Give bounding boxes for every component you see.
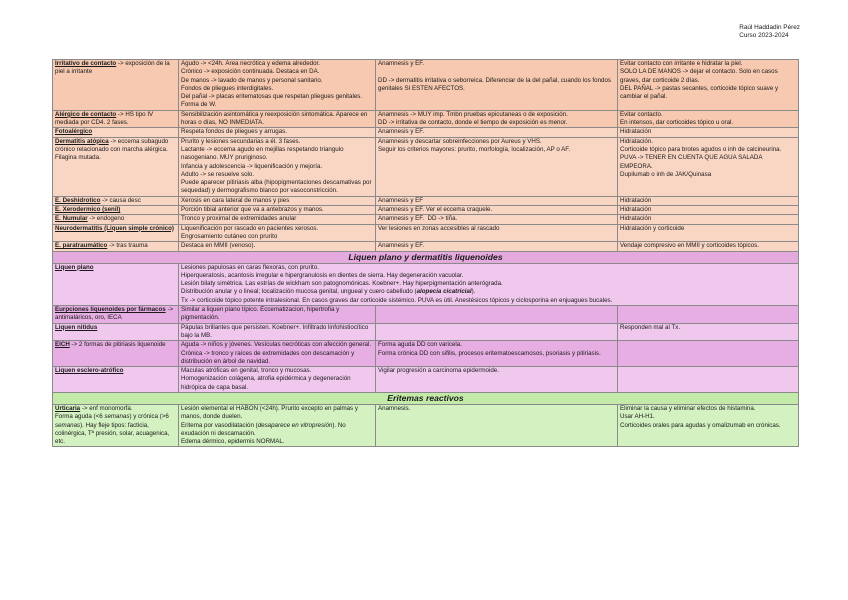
disease-name: E. Numular (55, 215, 88, 223)
disease-note: -> HS tipo IV mediada por CD4. 2 fases. (55, 110, 154, 127)
cell-line: Distribución anular y o lineal; localización mucosa genital, ungueal y cuero cabelludo (alopecia cicatricial). (181, 288, 476, 296)
cell-line: Lactante -> eccema agudo en mejillas respetando triangulo nasogeniano. MUY pruriginoso. (181, 145, 346, 162)
cell-line: Adulto -> se resuelve solo. (181, 170, 255, 178)
treatment-cell (618, 323, 799, 341)
cell-line: Hidratación (620, 128, 652, 136)
diagnosis-cell (376, 60, 618, 111)
treatment-cell (618, 196, 799, 205)
cell-line: Porción tibial anterior que va a antebrazos y manos. (181, 206, 324, 214)
diagnosis-cell (376, 215, 618, 224)
table-row (53, 341, 799, 367)
cell-line: Anamnesis y EF. (378, 242, 425, 250)
clinical-cell (179, 224, 376, 242)
course-label: Curso 2023-2024 (739, 32, 789, 40)
disease-name-cell (53, 206, 179, 215)
cell-line: Destaca en MMII (venoso). (181, 242, 256, 250)
cell-line: Hidratación y corticoide (620, 224, 685, 232)
cell-line: Vendaje compresivo en MMII y corticoides tópicos. (620, 242, 759, 250)
cell-line: Vigilar progresión a carcinoma epidermoide. (378, 367, 499, 375)
diagnosis-cell (376, 128, 618, 137)
disease-name-cell (53, 215, 179, 224)
cell-line: Anamnesis. (378, 404, 411, 412)
cell-line: Similar a liquen plano típico. Eccematizacion, hipertrofia y pigmentación. (181, 306, 341, 322)
disease-name: Liquen nitidus (55, 323, 98, 331)
cell-line: Tx -> corticoide tópico potente intralesional. En casos graves dar corticoide sistémico. PUVA es útil. Anestésicos tópicos y ciclosporina en enjuagues bucales. (181, 296, 613, 304)
cell-line: Evitar contacto con irritante e hidratar la piel. (620, 60, 743, 67)
table-row (53, 323, 799, 341)
cell-line: Aguda -> niños y jóvenes. Vesículas necróticas con afección general. (181, 341, 372, 349)
treatment-cell (618, 242, 799, 251)
clinical-cell (179, 306, 376, 324)
disease-note: -> endogeno (87, 215, 125, 223)
cell-line: Engrosamiento cutáneo con prurito (181, 232, 278, 240)
clinical-cell (179, 60, 376, 111)
treatment-cell (618, 404, 799, 446)
disease-name-cell (53, 196, 179, 205)
note-text: semanas (55, 421, 81, 429)
cell-line: Corticoide tópico para brotes agudos o inh de calcineurina. (620, 145, 782, 153)
cell-line: En intensos, dar corticoides tópico u oral. (620, 119, 734, 127)
disease-name-cell (53, 341, 179, 367)
table-row (53, 206, 799, 215)
clinical-cell (179, 128, 376, 137)
clinical-cell (179, 404, 376, 446)
cell-line (378, 68, 615, 76)
cell-line: Lesión bilaty simétrica. Las estrías de wickham son patognomónicas. Koebner+. Hay hiperpigmentación anterógrada. (181, 280, 503, 288)
cell-line: Tronco y proximal de extremidades anular (181, 215, 297, 223)
cell-line: De manos -> lavado de manos y personal sanitario. (181, 76, 323, 84)
cell-line: Fondos de pliegues interdigitales. (181, 84, 274, 92)
section-title: Eritemas reactivos (53, 392, 799, 404)
liquen-plano-description (179, 263, 799, 305)
cell-line: Pápulas brillantes que persisten. Koebner+. Infiltrado linfohistiocítico bajo la MB. (181, 323, 371, 339)
disease-name: E. Xerodermico (senil) (55, 206, 121, 214)
cell-line: DEL PAÑAL -> pastas secantes, corticoide tópico suave y cambiar el pañal. (620, 84, 780, 101)
cell-line: Evitar contacto. (620, 110, 663, 118)
diagnosis-cell (376, 196, 618, 205)
diagnosis-cell (376, 367, 618, 393)
clinical-cell (179, 206, 376, 215)
diagnosis-cell (376, 306, 618, 324)
note-text: Forma aguda (<6 (55, 413, 105, 421)
disease-name: Irritativo de contacto (55, 60, 117, 67)
clinical-cell (179, 323, 376, 341)
cell-line: PUVA -> TENER EN CUENTA QUE AGUA SALADA EMPEORA. (620, 154, 764, 170)
cell-line: Ver lesiones en zonas accesibles al rascado (378, 224, 500, 232)
cell-line: Prurito y lesiones secundarias a él. 3 fases. (181, 137, 301, 145)
table-row (53, 110, 799, 128)
cell-line: Anamnesis y EF. (378, 60, 425, 67)
cell-line: DD -> irritativa de contacto, donde el tiempo de exposición es menor. (378, 119, 568, 127)
clinical-cell (179, 367, 376, 393)
cell-line: Maculas atróficas en genital, tronco y mucosas. (181, 367, 312, 375)
clinical-cell (179, 242, 376, 251)
treatment-cell (618, 110, 799, 128)
table-row (53, 137, 799, 196)
diagnosis-cell (376, 224, 618, 242)
note-text: desaparece en vitropresión (257, 421, 333, 429)
cell-line: Liquenificación por rascado en pacientes xerosos. (181, 224, 319, 232)
disease-name: Urticaria (55, 404, 81, 412)
cell-line: Hidratación. (620, 137, 654, 145)
cell-line: Hidratación (620, 206, 652, 214)
cell-line: Del pañal -> placas eritematosas que respetan pliegues genitales. Forma de W. (181, 93, 364, 109)
cell-line: Eliminar la causa y eliminar efectos de histamina. (620, 404, 756, 412)
section-header-row (53, 392, 799, 404)
treatment-cell (618, 60, 799, 111)
cell-line: SOLO LA DE MANOS -> dejar el contacto. Solo en casos graves, dar corticoide 2 días. (620, 68, 780, 84)
table-row (53, 306, 799, 324)
section-header-row (53, 251, 799, 263)
cell-line: Hidratación (620, 196, 652, 204)
cell-line: Lesiones papulosas en caras flexoras, con prurito. (181, 263, 319, 271)
cell-line: Hidratación (620, 215, 652, 223)
disease-name-cell (53, 224, 179, 242)
clinical-cell (179, 196, 376, 205)
dermatology-table (52, 59, 799, 447)
note-text: ) y crónica (>6 (129, 413, 169, 421)
page-header (739, 24, 800, 40)
cell-line: Xerosis en cara lateral de manos y pies (181, 196, 290, 204)
disease-name: Alérgico de contacto (55, 110, 117, 118)
clinical-cell (179, 137, 376, 196)
disease-name-cell (53, 110, 179, 128)
disease-name: Neurodermatitis (Liquen simple crónico) (55, 224, 174, 232)
cell-line: Crónico -> exposición continuada. Destaca en DA. (181, 68, 320, 76)
cell-line: Anamnesis y EF. (378, 128, 425, 136)
note-text: Lesión elemental el HABÓN (<24h). Prurito excepto en palmas y manos, donde duelen. (181, 404, 358, 421)
treatment-cell (618, 224, 799, 242)
section-title: Liquen plano y dermatitis liquenoides (53, 251, 799, 263)
disease-name: Liquen plano (55, 263, 94, 271)
disease-name-cell (53, 367, 179, 393)
cell-line: Forma aguda DD con varicela. (378, 341, 462, 349)
disease-note: -> antimaláricos, oro, IECA (55, 306, 174, 322)
disease-name: EICH (55, 341, 70, 349)
note-text: ). No exudación ni descamación. (181, 421, 346, 437)
table-row (53, 263, 799, 305)
diagnosis-cell (376, 404, 618, 446)
cell-line: Infancia y adolescencia -> liquenificación y mejoría. (181, 162, 323, 170)
cell-line: Sensibilización asintomática y reexposición sintomática. Aparece en horas o días, NO INMEDIATA. (181, 110, 370, 127)
cell-line: Anamnesis y EF. Ver el eccema craquele. (378, 206, 493, 214)
diagnosis-cell (376, 341, 618, 367)
cell-line: Agudo -> <24h. Área necrótica y edema alrededor. (181, 60, 320, 67)
note-text: ). Hay fleje tipos: facticia, colinérgica, Tª presión, solar, acuagenica, etc. (55, 421, 170, 446)
diagnosis-cell (376, 110, 618, 128)
table-row (53, 224, 799, 242)
diagnosis-cell (376, 242, 618, 251)
table-row (53, 196, 799, 205)
cell-line: Respeta fondos de pliegues y arrugas. (181, 128, 287, 136)
disease-name-cell (53, 137, 179, 196)
disease-name: E. paratraumático (55, 242, 108, 250)
disease-note: -> exposición de la piel a irritante (55, 60, 170, 76)
treatment-cell (618, 137, 799, 196)
cell-line: Forma crónica DD con sifilis, procesos eritematoescamosos, psoriasis y pitiriasis. (378, 349, 601, 357)
treatment-cell (618, 215, 799, 224)
disease-note: -> enf monomorfa. (80, 404, 133, 412)
emphasis: alopecia cicatricial (416, 288, 472, 296)
table-row (53, 367, 799, 393)
cell-line: Anamnesis y EF. DD -> tiña. (378, 215, 458, 223)
cell-line: DD -> dermatitis irritativa o seborreica. Diferenciar de la del pañal, cuando los fondos genitales SI ESTEN AFECTOS. (378, 76, 613, 92)
cell-line: Usar AH-H1. (620, 413, 655, 421)
treatment-cell (618, 306, 799, 324)
cell-line: Crónica -> tronco y raíces de extremidades con descamación y distribución en árbol de navidad. (181, 349, 356, 365)
diagnosis-cell (376, 137, 618, 196)
disease-name-cell (53, 128, 179, 137)
note-text: semanas (104, 413, 130, 421)
diagnosis-cell (376, 206, 618, 215)
disease-name: Liquen esclero-atrófico (55, 367, 124, 375)
disease-note: -> 2 formas de pitiriasis liquenoide (69, 341, 166, 349)
cell-line: Homogenización colágena, atrofia epidérmica y degeneración hidrópica de capa basal. (181, 375, 353, 391)
table-row (53, 60, 799, 111)
table-row (53, 404, 799, 446)
author-name: Raúl Haddadin Pérez (739, 24, 800, 31)
disease-note: -> tras trauma (107, 242, 148, 250)
note-text: Edema dérmico, epidermis NORMAL. (181, 438, 285, 446)
disease-note: -> eccema subagudo crónico relacionado con marcha alérgica. Filagina mutada. (55, 137, 169, 162)
disease-name-cell (53, 242, 179, 251)
cell-line: Hiperqueratosis, acantosis irregular e hipergranulosis en dientes de sierra. Hay degeneración vacuolar. (181, 271, 464, 279)
diagnosis-cell (376, 323, 618, 341)
disease-name-cell (53, 404, 179, 446)
cell-line: Anamnesis -> MUY imp. Tmbn pruebas epicutaneas o de exposición. (378, 110, 568, 118)
table-row (53, 215, 799, 224)
clinical-cell (179, 341, 376, 367)
disease-name: Fotoalérgico (55, 128, 93, 136)
cell-line: Corticoides orales para agudas y omalizumab en crónicas. (620, 421, 781, 429)
table-row (53, 128, 799, 137)
treatment-cell (618, 367, 799, 393)
cell-line: Puede aparecer pitiriasis alba (hipopigmentaciones descamativas por sequedad) y dermografismo blanco por vasoconstricción. (181, 179, 374, 195)
disease-name: E. Deshidrotico (55, 196, 101, 204)
disease-name: Dermatitis atópica (55, 137, 109, 145)
disease-name-cell (53, 263, 179, 305)
treatment-cell (618, 206, 799, 215)
cell-line: Responden mal al Tx. (620, 323, 681, 331)
clinical-cell (179, 110, 376, 128)
disease-note: -> causa desc (100, 196, 141, 204)
table-row (53, 242, 799, 251)
treatment-cell (618, 128, 799, 137)
cell-line: Dupilumab o inh de JAK/Quinasa (620, 170, 712, 178)
clinical-cell (179, 215, 376, 224)
disease-name: Eurpciones liquenoides por fármacos (55, 306, 166, 314)
disease-name-cell (53, 323, 179, 341)
note-text: Eritema por vasodilatación ( (181, 421, 258, 429)
treatment-cell (618, 341, 799, 367)
disease-name-cell (53, 60, 179, 111)
disease-name-cell (53, 306, 179, 324)
cell-line: Anamnesis y EF (378, 196, 424, 204)
cell-line: Anamnesis y descartar sobreinfecciones por Aureus y VHS. (378, 137, 542, 145)
cell-line: Seguir los criterios mayores: prurito, morfología, localización, AP o AF. (378, 145, 571, 153)
